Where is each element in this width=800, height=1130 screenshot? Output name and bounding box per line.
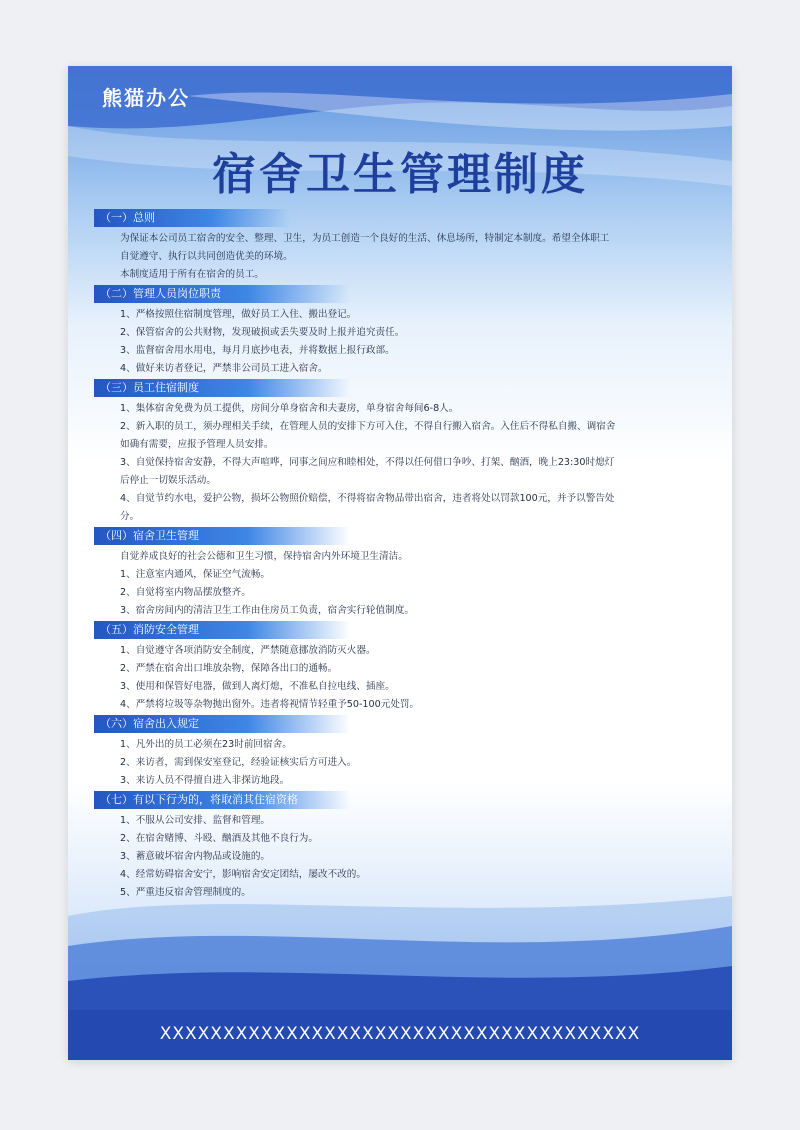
section-line: 3、蓄意破坏宿舍内物品或设施的。 (120, 851, 271, 862)
section-heading: （六）宿舍出入规定 (94, 715, 350, 733)
section-line: 3、自觉保持宿舍安静，不得大声喧哗，同事之间应和睦相处，不得以任何借口争吵、打架、酗酒，晚上23:30时熄灯 (120, 457, 615, 468)
section-line: 本制度适用于所有在宿舍的员工。 (120, 269, 264, 280)
section-heading: （二）管理人员岗位职责 (94, 285, 350, 303)
section-line: 自觉遵守、执行以共同创造优美的环境。 (120, 251, 293, 262)
section-line: 3、宿舍房间内的清洁卫生工作由住房员工负责，宿舍实行轮值制度。 (120, 605, 414, 616)
section-line: 4、严禁将垃圾等杂物抛出窗外。违者将视情节轻重予50-100元处罚。 (120, 699, 420, 710)
section-line: 如确有需要，应报予管理人员安排。 (120, 439, 274, 450)
section-heading: （七）有以下行为的，将取消其住宿资格 (94, 791, 350, 809)
section-line: 2、来访者，需到保安室登记，经验证核实后方可进入。 (120, 757, 357, 768)
section-line: 4、自觉节约水电，爱护公物，损坏公物照价赔偿，不得将宿舍物品带出宿舍，违者将处以罚款100元，并予以警告处 (120, 493, 615, 504)
section-heading: （五）消防安全管理 (94, 621, 350, 639)
section-line: 1、严格按照住宿制度管理，做好员工入住、搬出登记。 (120, 309, 357, 320)
section-heading: （四）宿舍卫生管理 (94, 527, 350, 545)
section-line: 5、严重违反宿舍管理制度的。 (120, 887, 251, 898)
page-title: 宿舍卫生管理制度 (212, 149, 588, 200)
footer-bar (68, 1010, 732, 1060)
section-line: 4、做好来访者登记，严禁非公司员工进入宿舍。 (120, 363, 328, 374)
section-line: 分。 (120, 511, 140, 522)
section-line: 3、使用和保管好电器，做到人离灯熄，不准私自拉电线、插座。 (120, 681, 395, 692)
section-line: 为保证本公司员工宿舍的安全、整理、卫生，为员工创造一个良好的生活、休息场所，特制定本制度。希望全体职工 (120, 233, 610, 244)
regulation-content (94, 208, 706, 902)
section-line: 3、来访人员不得擅自进入非探访地段。 (120, 775, 290, 786)
footer-placeholder-text: XXXXXXXXXXXXXXXXXXXXXXXXXXXXXXXXXXXXXX (159, 1024, 641, 1044)
section-line: 2、新入职的员工，须办理相关手续，在管理人员的安排下方可入住，不得自行搬入宿舍。入住后不得私自搬、调宿舍 (120, 421, 616, 432)
section-heading: （一）总则 (94, 209, 290, 227)
section-line: 自觉养成良好的社会公德和卫生习惯，保持宿舍内外环境卫生清洁。 (120, 551, 408, 562)
section-line: 1、不服从公司安排、监督和管理。 (120, 815, 271, 826)
section-line: 2、在宿舍赌博、斗殴、酗酒及其他不良行为。 (120, 833, 318, 844)
section-line: 2、严禁在宿舍出口堆放杂物，保障各出口的通畅。 (120, 663, 338, 674)
brand-logo-text: 熊猫办公 (102, 86, 190, 110)
poster (68, 66, 732, 1060)
section-line: 1、凡外出的员工必须在23时前回宿舍。 (120, 739, 292, 750)
section-line: 2、保管宿舍的公共财物，发现破损或丢失要及时上报并追究责任。 (120, 327, 405, 338)
section-line: 1、自觉遵守各项消防安全制度，严禁随意挪放消防灭火器。 (120, 645, 376, 656)
section-heading: （三）员工住宿制度 (94, 379, 350, 397)
section-line: 3、监督宿舍用水用电，每月月底抄电表，并将数据上报行政部。 (120, 345, 395, 356)
section-line: 2、自觉将室内物品摆放整齐。 (120, 587, 251, 598)
section-line: 后停止一切娱乐活动。 (120, 475, 216, 486)
section-line: 1、集体宿舍免费为员工提供，房间分单身宿舍和夫妻房，单身宿舍每间6-8人。 (120, 403, 459, 414)
section-line: 1、注意室内通风，保证空气流畅。 (120, 569, 271, 580)
section-line: 4、经常妨碍宿舍安宁，影响宿舍安定团结，屡改不改的。 (120, 869, 366, 880)
